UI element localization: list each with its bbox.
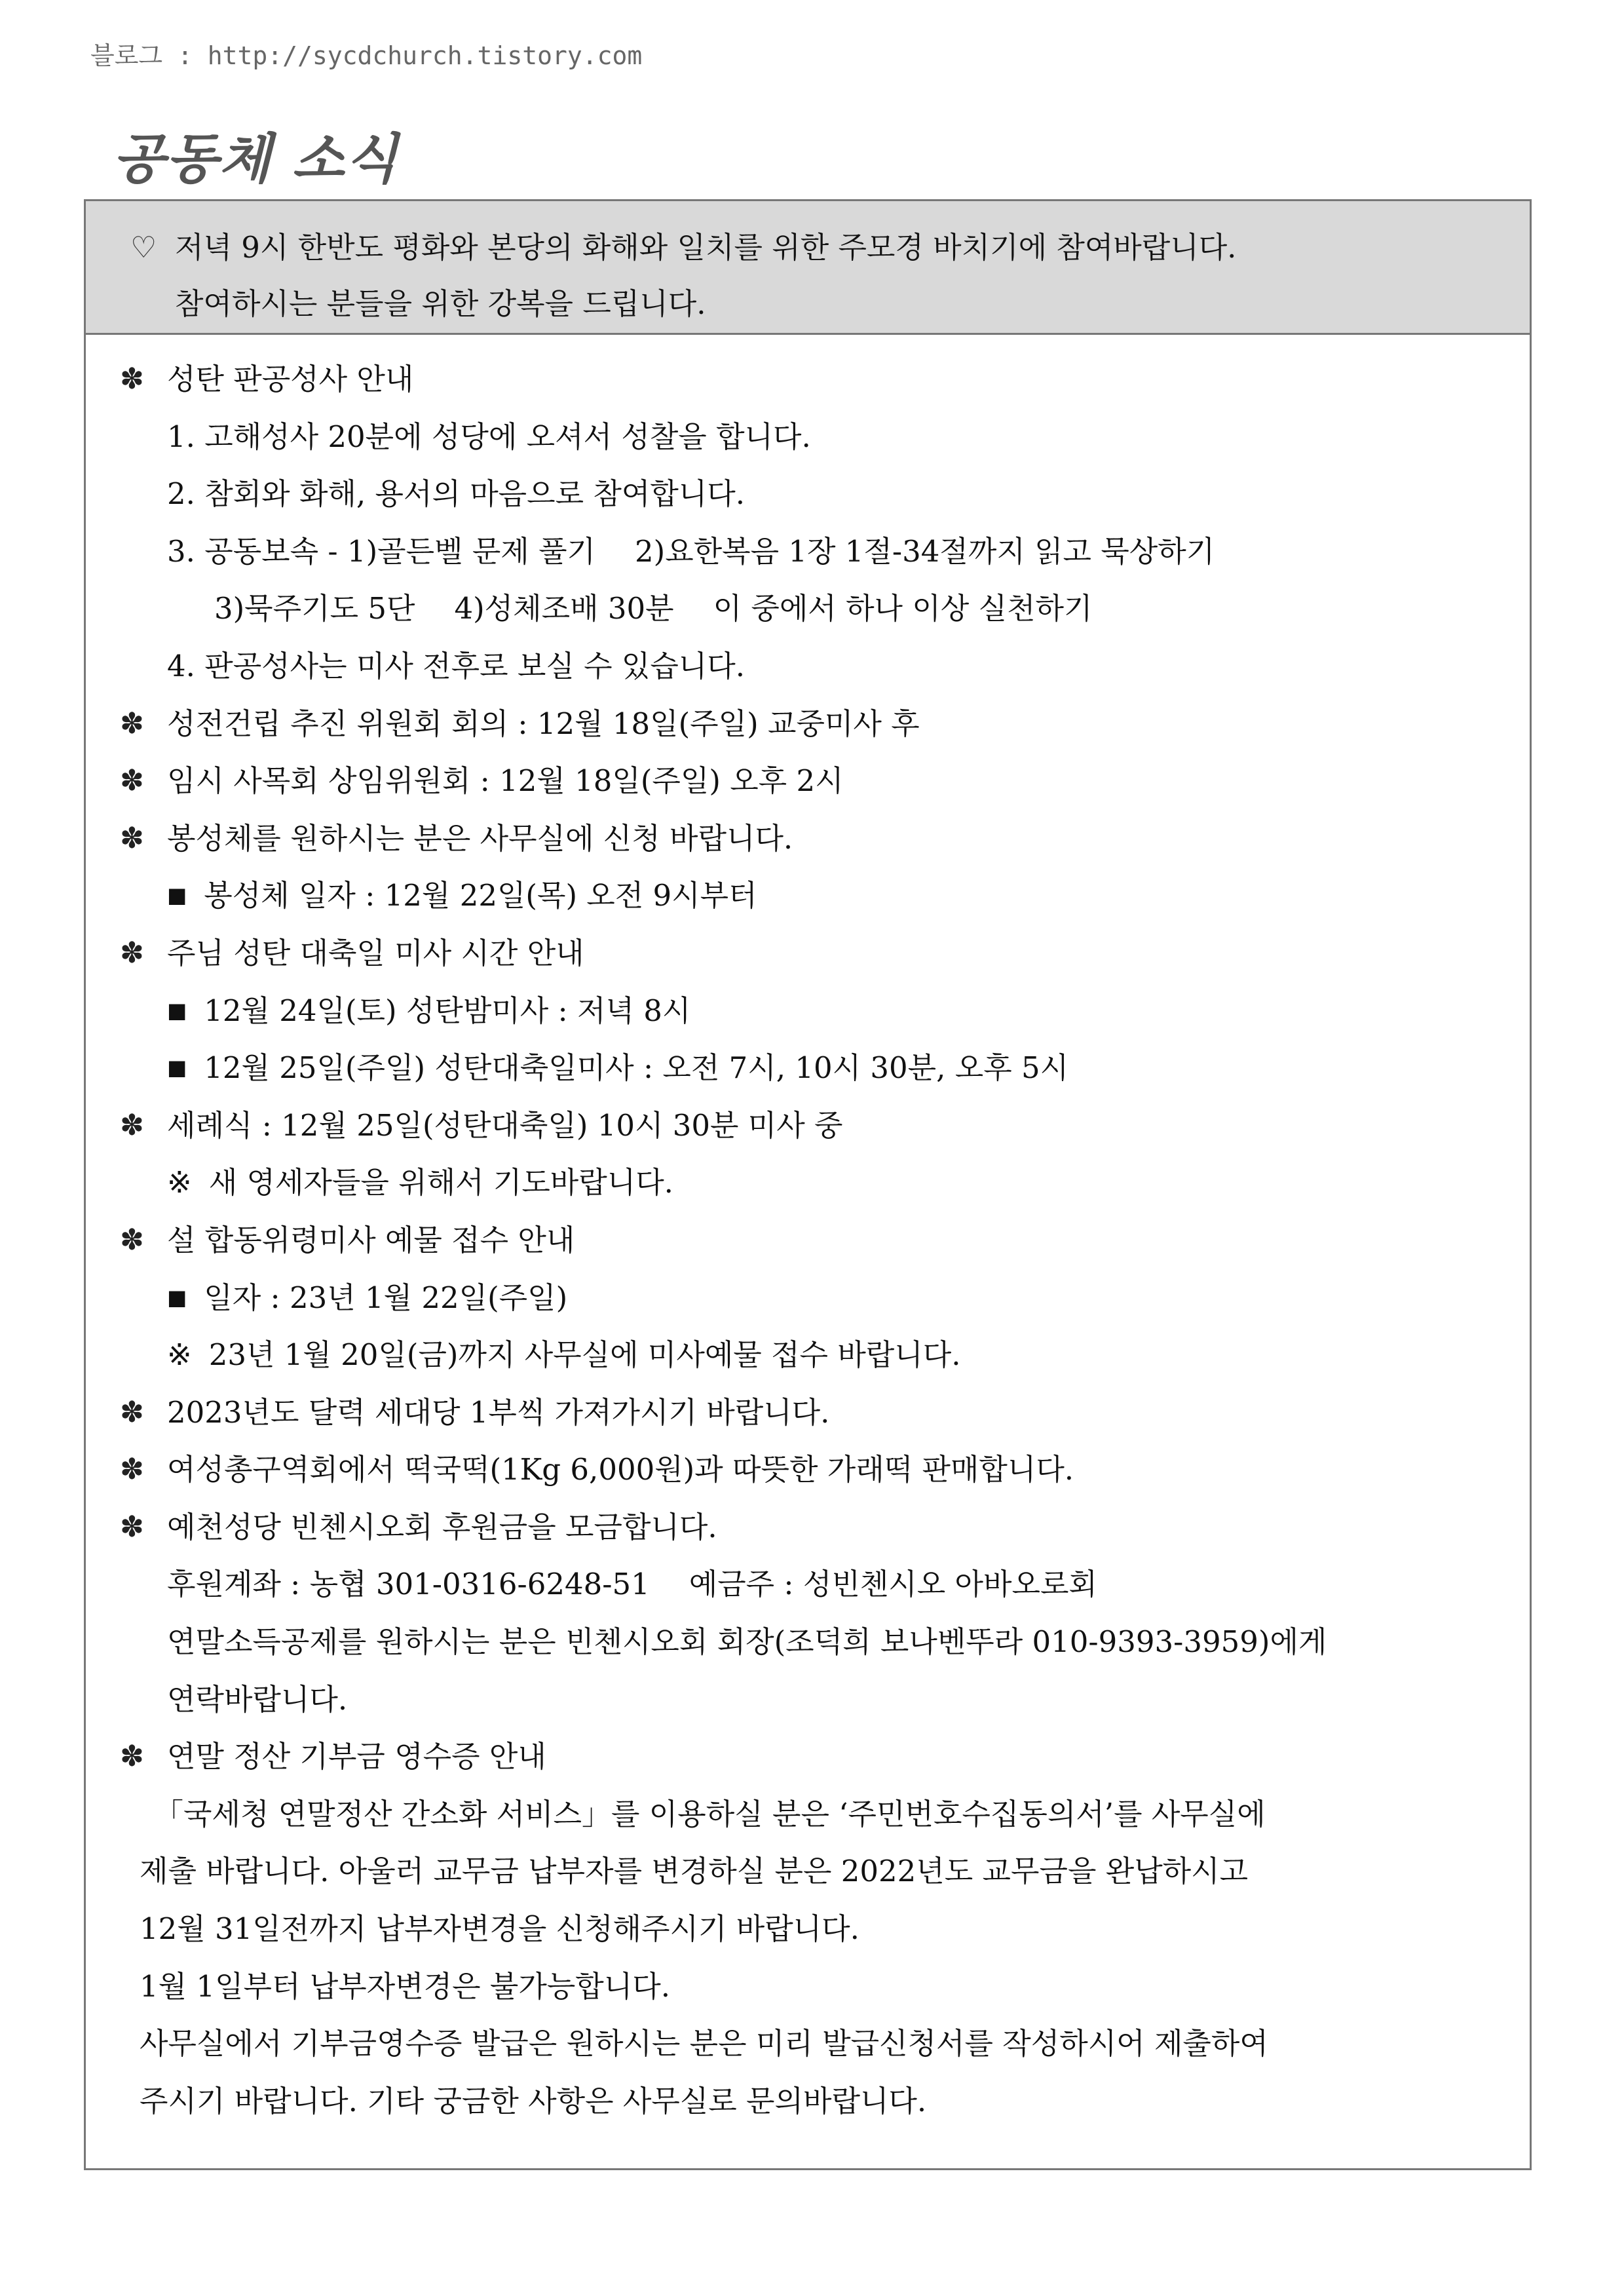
item-text: 제출 바랍니다. 아울러 교무금 납부자를 변경하실 분은 2022년도 교무금을 완납하시고 [140, 1854, 1249, 1889]
flower-bullet-icon: ✽ [120, 1453, 144, 1487]
news-item [120, 1441, 1530, 1499]
item-line [120, 523, 1530, 581]
item-text: 12월 31일전까지 납부자변경을 신청해주시기 바랍니다. [140, 1911, 859, 1947]
item-text: 주시기 바랍니다. 기타 궁금한 사항은 사무실로 문의바랍니다. [140, 2083, 927, 2118]
item-line [120, 2015, 1530, 2073]
item-text: 4)성체조배 30분 [454, 591, 674, 626]
item-text: 4. 판공성사는 미사 전후로 보실 수 있습니다. [167, 648, 746, 683]
item-title: 세례식 : 12월 25일(성탄대축일) 10시 30분 미사 중 [167, 1107, 843, 1143]
item-line [120, 1958, 1530, 2016]
item-text: 일자 : 23년 1월 22일(주일) [204, 1280, 568, 1315]
flower-bullet-icon: ✽ [120, 1740, 144, 1774]
flower-bullet-icon: ✽ [120, 821, 144, 855]
news-item [120, 1728, 1530, 1786]
reference-mark-icon: ※ [167, 1337, 192, 1373]
blog-url: 블로그 : http://sycdchurch.tistory.com [90, 41, 643, 70]
item-text: 3)묵주기도 5단 [214, 591, 415, 626]
item-text: 「국세청 연말정산 간소화 서비스」를 이용하실 분은 ‘주민번호수집동의서’를 사무실에 [154, 1796, 1266, 1831]
item-text: 12월 25일(주일) 성탄대축일미사 : 오전 7시, 10시 30분, 오후 5시 [204, 1050, 1069, 1086]
item-title: 여성총구역회에서 떡국떡(1Kg 6,000원)과 따뜻한 가래떡 판매합니다. [167, 1452, 1074, 1487]
flower-bullet-icon: ✽ [120, 1223, 144, 1257]
item-text: 2)요한복음 1장 1절-34절까지 읽고 묵상하기 [635, 533, 1215, 569]
flower-bullet-icon: ✽ [120, 1510, 144, 1544]
item-title: 성탄 판공성사 안내 [167, 362, 414, 396]
item-line [120, 580, 1530, 638]
flower-bullet-icon: ✽ [120, 1395, 144, 1429]
black-square-icon: ■ [167, 1284, 187, 1310]
flower-bullet-icon: ✽ [120, 706, 144, 740]
item-line [120, 1039, 1530, 1097]
banner-line-2: 참여하시는 분들을 위한 강복을 드립니다. [175, 286, 706, 321]
news-item [120, 351, 1530, 408]
item-line [120, 1613, 1530, 1671]
item-text: 12월 24일(토) 성탄밤미사 : 저녁 8시 [204, 993, 691, 1028]
reference-mark-icon: ※ [167, 1165, 192, 1200]
item-text: 사무실에서 기부금영수증 발급은 원하시는 분은 미리 발급신청서를 작성하시어 제출하여 [140, 2026, 1268, 2061]
news-item [120, 925, 1530, 982]
item-text: 2. 참회와 화해, 용서의 마음으로 참여합니다. [167, 476, 746, 512]
item-text: 3. 공동보속 - 1)골든벨 문제 풀기 [167, 533, 596, 569]
banner-line-1: 저녁 9시 한반도 평화와 본당의 화해와 일치를 위한 주모경 바치기에 참여바랍니다. [175, 230, 1237, 265]
item-line [120, 465, 1530, 523]
page-title: 공동체 소식 [113, 128, 399, 191]
flower-bullet-icon: ✽ [120, 362, 144, 396]
news-item [120, 810, 1530, 868]
item-text: 연말소득공제를 원하시는 분은 빈첸시오회 회장(조덕희 보나벤뚜라 010-9393-3959)에게 [167, 1624, 1327, 1660]
flower-bullet-icon: ✽ [120, 1108, 144, 1142]
news-list [86, 335, 1530, 2130]
item-text: 예금주 : 성빈첸시오 아바오로회 [689, 1567, 1097, 1602]
news-item [120, 1499, 1530, 1556]
item-title: 성전건립 추진 위원회 회의 : 12월 18일(주일) 교중미사 후 [167, 706, 920, 741]
item-title: 봉성체를 원하시는 분은 사무실에 신청 바랍니다. [167, 820, 793, 856]
black-square-icon: ■ [167, 997, 187, 1023]
news-item [120, 1212, 1530, 1269]
item-title: 설 합동위령미사 예물 접수 안내 [167, 1222, 575, 1257]
black-square-icon: ■ [167, 883, 187, 908]
item-text: 이 중에서 하나 이상 실천하기 [713, 591, 1093, 626]
prayer-banner [86, 201, 1530, 335]
item-line [120, 1326, 1530, 1384]
item-line [120, 1556, 1530, 1613]
item-title: 임시 사목회 상임위원회 : 12월 18일(주일) 오후 2시 [167, 763, 844, 799]
item-line [120, 867, 1530, 925]
news-item [120, 695, 1530, 753]
item-line [120, 638, 1530, 695]
black-square-icon: ■ [167, 1055, 187, 1081]
notice-box [84, 199, 1532, 2170]
item-title: 주님 성탄 대축일 미사 시간 안내 [167, 935, 584, 970]
item-text: 새 영세자들을 위해서 기도바랍니다. [208, 1165, 673, 1200]
heart-outline-icon: ♡ [130, 230, 157, 265]
item-title: 연말 정산 기부금 영수증 안내 [167, 1739, 546, 1774]
item-line [120, 408, 1530, 466]
news-item [120, 752, 1530, 810]
item-line [120, 1671, 1530, 1729]
flower-bullet-icon: ✽ [120, 936, 144, 970]
item-line [120, 2073, 1530, 2130]
item-title: 예천성당 빈첸시오회 후원금을 모금합니다. [167, 1509, 717, 1544]
item-text: 23년 1월 20일(금)까지 사무실에 미사예물 접수 바랍니다. [208, 1337, 961, 1373]
flower-bullet-icon: ✽ [120, 764, 144, 798]
item-text: 연락바랍니다. [167, 1681, 348, 1717]
item-line [120, 1843, 1530, 1900]
item-text: 봉성체 일자 : 12월 22일(목) 오전 9시부터 [204, 878, 757, 913]
item-line [120, 1786, 1530, 1843]
item-title: 2023년도 달력 세대당 1부씩 가져가시기 바랍니다. [167, 1394, 830, 1430]
item-text: 1. 고해성사 20분에 성당에 오셔서 성찰을 합니다. [167, 419, 811, 454]
news-item [120, 1384, 1530, 1442]
item-line [120, 1154, 1530, 1212]
item-line [120, 1900, 1530, 1958]
item-text: 후원계좌 : 농협 301-0316-6248-51 [167, 1567, 650, 1602]
item-line [120, 1269, 1530, 1327]
news-item [120, 1097, 1530, 1155]
item-line [120, 982, 1530, 1040]
item-text: 1월 1일부터 납부자변경은 불가능합니다. [140, 1968, 670, 2004]
